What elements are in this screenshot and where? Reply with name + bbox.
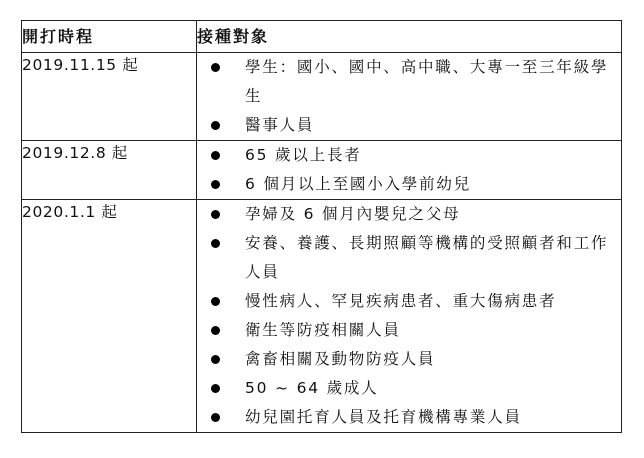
list-item [197,141,621,170]
list-item [197,170,621,199]
list-item-text: 50 ~ 64 歲成人 [245,379,379,397]
bullet-icon [211,180,220,189]
list-item [197,200,621,229]
list-item [197,111,621,140]
list-item-text: 6 個月以上至國小入學前幼兒 [245,175,471,193]
list-item [197,345,621,374]
schedule-date-cell: 2020.1.1 起 [22,200,197,433]
bullet-icon [211,384,220,393]
list-item-text: 禽畜相關及動物防疫人員 [245,350,436,368]
bullet-icon [211,413,220,422]
bullet-icon [211,210,220,219]
bullet-icon [211,355,220,364]
table-row [22,53,622,141]
bullet-icon [211,121,220,130]
table-row [22,200,622,433]
bullet-icon [211,151,220,160]
list-item-text: 衛生等防疫相關人員 [245,321,401,339]
header-eligible-groups: 接種對象 [197,21,622,53]
list-item-text: 安養、養護、長期照顧等機構的受照顧者和工作人員 [245,234,609,281]
list-item [197,374,621,403]
eligible-groups-list [197,141,621,199]
list-item-text: 醫事人員 [245,116,315,134]
list-item-text: 慢性病人、罕見疾病患者、重大傷病患者 [245,292,557,310]
list-item [197,287,621,316]
table-row [22,141,622,200]
eligible-groups-list [197,200,621,432]
schedule-date-cell: 2019.11.15 起 [22,53,197,141]
bullet-icon [211,297,220,306]
vaccination-schedule-table [21,20,622,433]
list-item [197,316,621,345]
list-item-text: 學生：國小、國中、高中職、大專一至三年級學生 [245,58,609,105]
bullet-icon [211,239,220,248]
schedule-date-cell: 2019.12.8 起 [22,141,197,200]
table-header-row [22,21,622,53]
list-item-text: 幼兒園托育人員及托育機構專業人員 [245,408,522,426]
eligible-groups-cell [197,53,622,141]
bullet-icon [211,326,220,335]
eligible-groups-cell [197,200,622,433]
list-item-text: 65 歲以上長者 [245,146,362,164]
list-item [197,229,621,287]
header-schedule-date: 開打時程 [22,21,197,53]
eligible-groups-cell [197,141,622,200]
list-item [197,403,621,432]
list-item [197,53,621,111]
eligible-groups-list [197,53,621,140]
bullet-icon [211,63,220,72]
list-item-text: 孕婦及 6 個月內嬰兒之父母 [245,205,461,223]
